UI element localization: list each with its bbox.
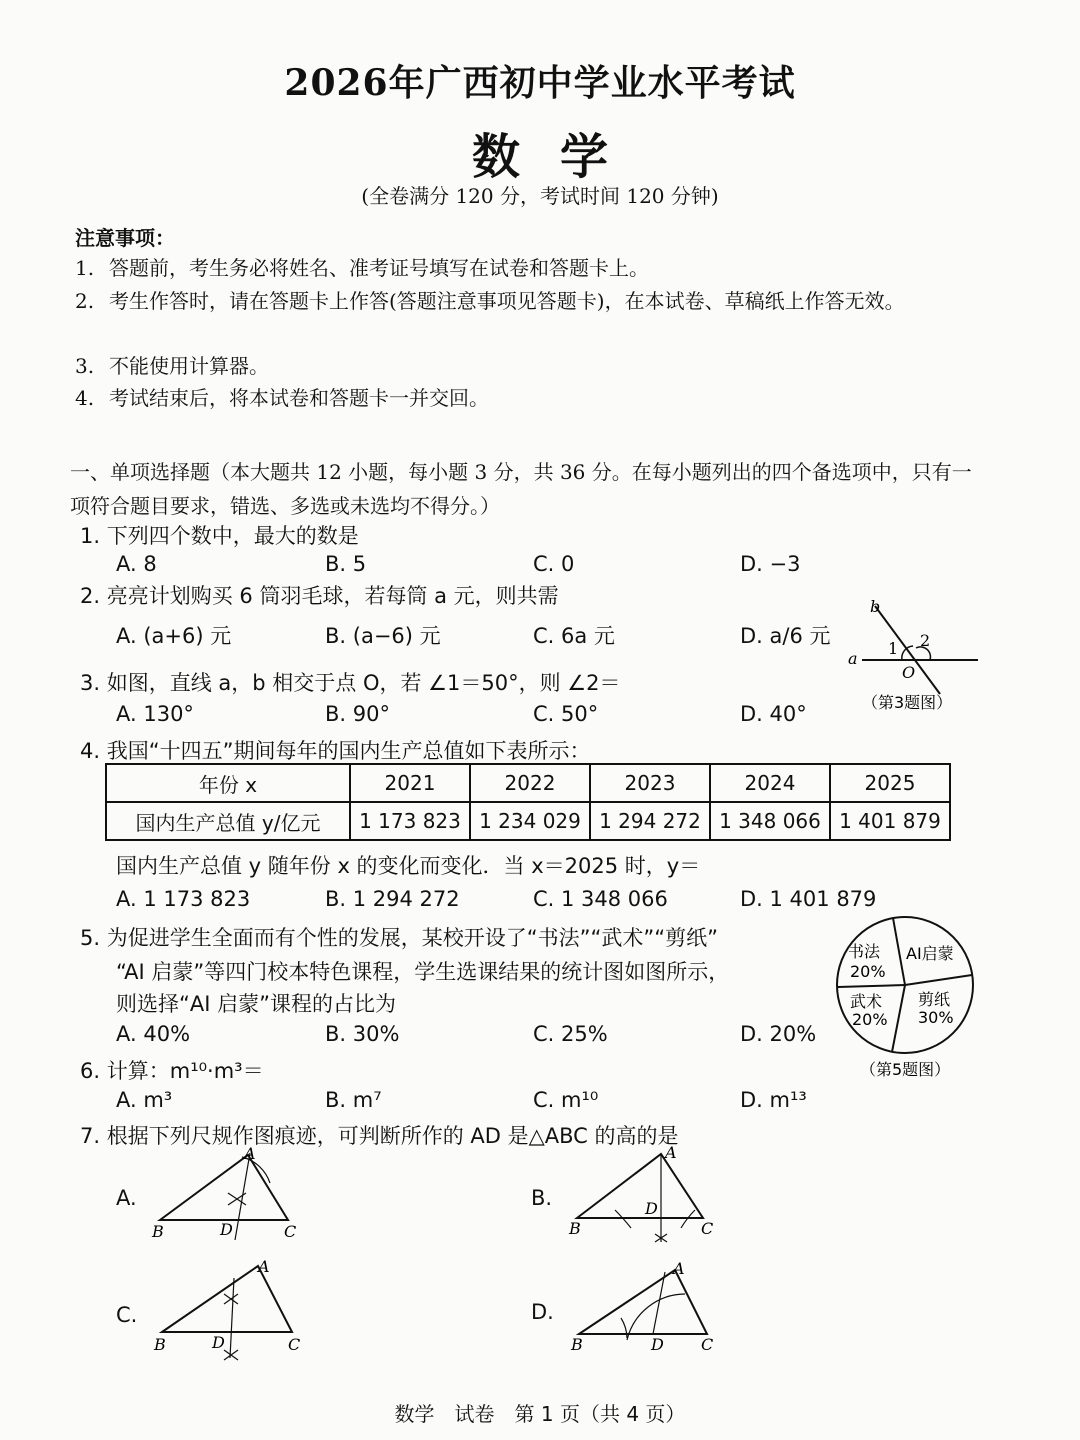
question-3-stem: 3. 如图，直线 a，b 相交于点 O，若 ∠1＝50°，则 ∠2＝ xyxy=(80,671,621,695)
option-b: B. (a−6) 元 xyxy=(325,624,441,648)
note-item: 2. 考生作答时，请在答题卡上作答(答题注意事项见答题卡)，在本试卷、草稿纸上作答无效。 xyxy=(75,289,905,313)
option-c: C. 25% xyxy=(533,1022,608,1046)
triangle-figure-d xyxy=(565,1260,725,1365)
option-b: B. 30% xyxy=(325,1022,400,1046)
gdp-table xyxy=(105,763,951,841)
svg-text:A: A xyxy=(258,1258,270,1276)
option-d: D. m¹³ xyxy=(740,1088,807,1112)
triangle-figure-c xyxy=(150,1258,310,1368)
table-row xyxy=(106,802,950,840)
option-b: B. xyxy=(531,1186,553,1210)
option-c: C. 0 xyxy=(533,552,575,576)
label-b: b xyxy=(870,598,881,616)
slice-pct-wushu: 20% xyxy=(852,1010,888,1029)
svg-text:D: D xyxy=(220,1220,233,1239)
table-cell: 年份 x xyxy=(106,764,350,802)
option-d: D. −3 xyxy=(740,552,801,576)
slice-pct-shufa: 20% xyxy=(850,962,886,981)
section-heading: 一、单项选择题（本大题共 12 小题，每小题 3 分，共 36 分。在每小题列出的四个备选项中，只有一项符合题目要求，错选、多选或未选均不得分。） xyxy=(70,460,972,518)
figure-5-caption: （第5题图） xyxy=(860,1060,951,1079)
option-d: D. 40° xyxy=(740,702,807,726)
option-c: C. 50° xyxy=(533,702,599,726)
note-item: 1. 答题前，考生务必将姓名、准考证号填写在试卷和答题卡上。 xyxy=(75,256,649,280)
question-7-stem: 7. 根据下列尺规作图痕迹，可判断所作的 AD 是△ABC 的高的是 xyxy=(80,1124,679,1148)
slice-label-ai: AI启蒙 xyxy=(906,944,954,963)
table-cell: 1 234 029 xyxy=(470,802,590,840)
option-a: A. 40% xyxy=(116,1022,191,1046)
svg-text:B: B xyxy=(152,1222,164,1241)
table-cell: 2023 xyxy=(590,764,710,802)
option-a: A. 1 173 823 xyxy=(116,887,251,911)
figure-3-caption: （第3题图） xyxy=(862,693,953,712)
slice-pct-jianzhi: 30% xyxy=(918,1008,954,1027)
triangle-figure-b xyxy=(565,1142,725,1252)
option-c: C. xyxy=(116,1303,138,1327)
svg-text:C: C xyxy=(288,1335,301,1354)
svg-text:D: D xyxy=(645,1199,658,1218)
option-d: D. a/6 元 xyxy=(740,624,831,648)
option-c: C. 1 348 066 xyxy=(533,887,668,911)
question-6-stem: 6. 计算：m¹⁰·m³＝ xyxy=(80,1059,264,1083)
page-footer: 数学 试卷 第 1 页（共 4 页） xyxy=(394,1402,686,1426)
table-cell: 1 294 272 xyxy=(590,802,710,840)
svg-text:C: C xyxy=(701,1335,714,1354)
slice-label-shufa: 书法 xyxy=(848,942,881,961)
option-a: A. (a+6) 元 xyxy=(116,624,232,648)
svg-text:D: D xyxy=(651,1335,664,1354)
option-b: B. 90° xyxy=(325,702,390,726)
svg-text:B: B xyxy=(569,1219,581,1238)
svg-text:C: C xyxy=(701,1219,714,1238)
option-c: C. 6a 元 xyxy=(533,624,615,648)
table-cell: 1 348 066 xyxy=(710,802,830,840)
subject-title: 数学 xyxy=(471,129,648,185)
question-2-stem: 2. 亮亮计划购买 6 筒羽毛球，若每筒 a 元，则共需 xyxy=(80,584,559,608)
option-b: B. 1 294 272 xyxy=(325,887,460,911)
option-a: A. 130° xyxy=(116,702,194,726)
note-item: 3. 不能使用计算器。 xyxy=(75,354,269,378)
option-c: C. m¹⁰ xyxy=(533,1088,599,1112)
option-a: A. m³ xyxy=(116,1088,173,1112)
svg-text:A: A xyxy=(673,1260,685,1278)
label-1: 1 xyxy=(888,639,899,658)
notes-heading: 注意事项： xyxy=(75,226,175,250)
svg-text:A: A xyxy=(244,1145,256,1163)
question-4-stem: 4. 我国“十四五”期间每年的国内生产总值如下表所示： xyxy=(80,739,591,763)
svg-text:B: B xyxy=(154,1335,166,1354)
table-cell: 1 173 823 xyxy=(350,802,470,840)
option-b: B. 5 xyxy=(325,552,367,576)
table-row xyxy=(106,764,950,802)
exam-title: 2026年广西初中学业水平考试 xyxy=(284,62,796,104)
label-2: 2 xyxy=(920,631,931,650)
table-cell: 国内生产总值 y/亿元 xyxy=(106,802,350,840)
svg-text:A: A xyxy=(665,1143,677,1162)
svg-text:D: D xyxy=(212,1333,225,1352)
table-cell: 2022 xyxy=(470,764,590,802)
option-d: D. 1 401 879 xyxy=(740,887,877,911)
label-a: a xyxy=(848,649,858,668)
option-d: D. xyxy=(531,1300,554,1324)
score-info: (全卷满分 120 分，考试时间 120 分钟) xyxy=(361,184,719,208)
question-5-stem-2: “AI 启蒙”等四门校本特色课程，学生选课结果的统计图如图所示， xyxy=(116,960,730,984)
table-cell: 2025 xyxy=(830,764,950,802)
table-cell: 1 401 879 xyxy=(830,802,950,840)
slice-label-jianzhi: 剪纸 xyxy=(918,990,951,1009)
question-4-stem-2: 国内生产总值 y 随年份 x 的变化而变化．当 x＝2025 时，y＝ xyxy=(116,854,701,878)
question-5-stem: 5. 为促进学生全面而有个性的发展，某校开设了“书法”“武术”“剪纸” xyxy=(80,926,719,950)
svg-text:C: C xyxy=(284,1222,297,1241)
table-cell: 2021 xyxy=(350,764,470,802)
option-d: D. 20% xyxy=(740,1022,817,1046)
figure-5-pie-chart xyxy=(830,915,990,1085)
label-o: O xyxy=(902,663,916,682)
question-5-stem-3: 则选择“AI 启蒙”课程的占比为 xyxy=(116,992,396,1016)
slice-label-wushu: 武术 xyxy=(850,992,883,1011)
option-b: B. m⁷ xyxy=(325,1088,382,1112)
triangle-figure-a xyxy=(150,1145,310,1250)
svg-text:B: B xyxy=(571,1335,583,1354)
option-a: A. xyxy=(116,1186,137,1210)
figure-3-intersecting-lines xyxy=(840,598,990,718)
note-item: 4. 考试结束后，将本试卷和答题卡一并交回。 xyxy=(75,386,489,410)
option-a: A. 8 xyxy=(116,552,157,576)
question-1-stem: 1. 下列四个数中，最大的数是 xyxy=(80,524,359,548)
table-cell: 2024 xyxy=(710,764,830,802)
